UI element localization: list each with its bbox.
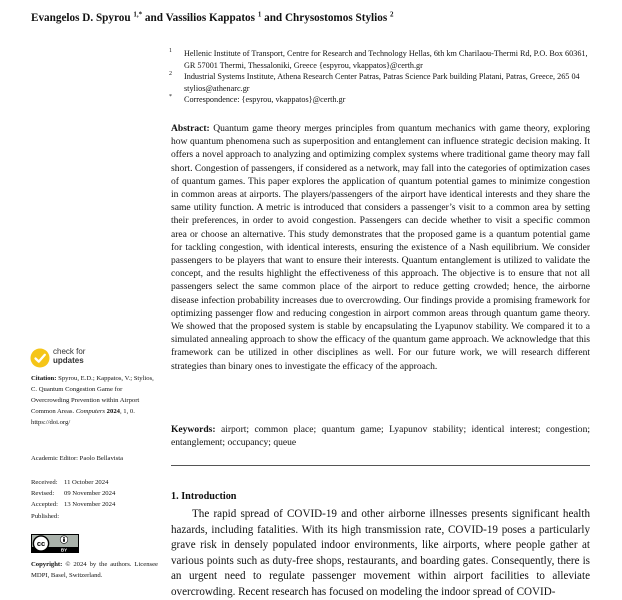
by-badge-text: BY bbox=[60, 547, 68, 553]
citation-label: Citation: bbox=[31, 375, 57, 382]
check-updates-text bbox=[53, 348, 85, 365]
citation-doi[interactable]: , 1, 0. https://doi.org/ bbox=[31, 408, 135, 426]
author-name: Vassilios Kappatos bbox=[165, 12, 256, 24]
check-updates-line2: updates bbox=[53, 355, 84, 365]
publication-dates bbox=[31, 477, 158, 522]
affiliation-item bbox=[169, 48, 594, 71]
correspondence-marker: * bbox=[169, 94, 172, 101]
author-affiliation-marker: 1,* bbox=[133, 10, 143, 19]
section-divider bbox=[171, 465, 590, 466]
abstract-label: Abstract: bbox=[171, 123, 210, 134]
check-updates-icon bbox=[30, 348, 50, 368]
keywords bbox=[171, 423, 590, 449]
author-affiliation-marker: 2 bbox=[390, 10, 394, 19]
abstract bbox=[171, 122, 590, 373]
date-value: 09 November 2024 bbox=[64, 490, 116, 498]
affiliation-text: Hellenic Institute of Transport, Centre for Research and Technology Hellas, 6th km Charilaou-Thermi Rd, P.O. Box 60361, GR 57001 Thermi, Thessaloniki, Greece {espyrou, vkappatos}@certh.gr bbox=[184, 49, 588, 70]
date-value: 11 October 2024 bbox=[64, 479, 109, 486]
affiliation-item bbox=[169, 71, 594, 94]
affiliation-number: 1 bbox=[169, 48, 172, 54]
author-name: Evangelos D. Spyrou bbox=[31, 12, 131, 24]
date-row bbox=[31, 511, 158, 522]
affiliation-number: 2 bbox=[169, 71, 172, 78]
abstract-text: Quantum game theory merges principles from quantum mechanics with game theory, exploring how quantum phenomena such as superposition and entanglement can influence strategic decision making. It offers a novel approach to analyzing and optimizing complex systems where traditional game theory may fall short. Congestion of passengers, if considered as a network, may fall into the categories of optimization cases of quantum games. This paper explores the application of quantum potential games to minimize congestion in common areas at airports. The players/passengers of the airport have identical interests and they share the same utility function. A metric is introduced that considers a passenger’s visit to a common area by setting their preferences, in order to avoid congestion. Passengers can decide whether to visit a specific common area or choose an alternative. This study demonstrates that the proposed game is a quantum potential game for tackling congestion, with identical interests, ensuring the existence of a Nash equilibrium. We consider passengers to be players that want to ensure their interests. Quantum entanglement is utilized to validate the concept, and the results highlight the effectiveness of this approach. The objective is to ensure that not all passengers select the same common place of the airport to reduce getting crowded; hence, the airborne disease infection probability increases due to overcrowding. Our findings provide a promising framework for optimizing passenger flow and reducing congestion in airport common areas through quantum game theory. We showed that the proposed system is stable by encapsulating the Lyapunov stability. We compared it to a simulated annealing approach to show the efficacy of the quantum game approach. We acknowledge that this framework can be utilized in other disciplines as well. For our future work, we will research different strategies than binary ones to investigate the efficacy of the approach. bbox=[171, 123, 590, 372]
date-label: Published: bbox=[31, 512, 60, 520]
date-label: Received: bbox=[31, 479, 58, 486]
author-name: Chrysostomos Stylios bbox=[284, 12, 388, 24]
date-label: Revised: bbox=[31, 490, 55, 498]
correspondence-text: Correspondence: {espyrou, vkappatos}@certh.gr bbox=[184, 95, 346, 105]
copyright-text: © 2024 by the authors. Licensee MDPI, Basel, Switzerland. bbox=[31, 561, 158, 579]
date-row bbox=[31, 488, 158, 499]
date-row bbox=[31, 477, 158, 488]
cc-badge-text: cc bbox=[36, 539, 46, 549]
citation-year: 2024 bbox=[106, 408, 120, 415]
affiliations bbox=[169, 48, 594, 106]
copyright bbox=[31, 559, 158, 581]
section-title: 1. Introduction bbox=[171, 491, 237, 502]
keywords-text: airport; common place; quantum game; Lyapunov stability; identical interest; congestion; entanglement; occupancy; queue bbox=[171, 424, 590, 449]
copyright-label: Copyright: bbox=[31, 561, 63, 568]
date-value: 13 November 2024 bbox=[64, 501, 116, 509]
author-conjunction: and bbox=[144, 12, 163, 24]
author-affiliation-marker: 1 bbox=[257, 10, 262, 19]
date-label: Accepted: bbox=[31, 501, 58, 509]
author-conjunction: and bbox=[264, 12, 283, 24]
cc-by-license-icon[interactable] bbox=[31, 534, 79, 553]
affiliation-text: Industrial Systems Institute, Athena Research Center Patras, Patras Science Park building Platani, Patras, Greece, 265 04 stylios@athenarc.gr bbox=[184, 72, 580, 93]
section-body: The rapid spread of COVID-19 and other airborne illnesses presents significant health hazards, including fatalities. With its high transmission rate, COVID-19 poses a particularly grave risk in densely populated indoor environments, like airports, where people gather at various points such as duty-free shops, restaurants, and boarding gates. Consequently, there is an urgent need to regulate passenger movement within airport facilities to alleviate overcrowding. Recent research has focused on modeling the indoor spread of COVID- bbox=[171, 508, 590, 598]
correspondence-item bbox=[169, 94, 594, 106]
academic-editor: Academic Editor: Paolo Bellavista bbox=[31, 455, 124, 462]
author-list bbox=[31, 12, 394, 24]
citation-journal: Computers bbox=[75, 408, 105, 415]
citation-text: Spyrou, E.D.; Kappatos, V.; Stylios, C. Quantum Congestion Game for Overcrowding Prevention within Airport Common Areas. bbox=[31, 375, 154, 415]
check-updates-line1: check for bbox=[53, 347, 86, 356]
citation bbox=[31, 373, 158, 428]
keywords-label: Keywords: bbox=[171, 424, 216, 435]
check-for-updates-badge[interactable] bbox=[30, 346, 100, 372]
date-row bbox=[31, 499, 158, 510]
